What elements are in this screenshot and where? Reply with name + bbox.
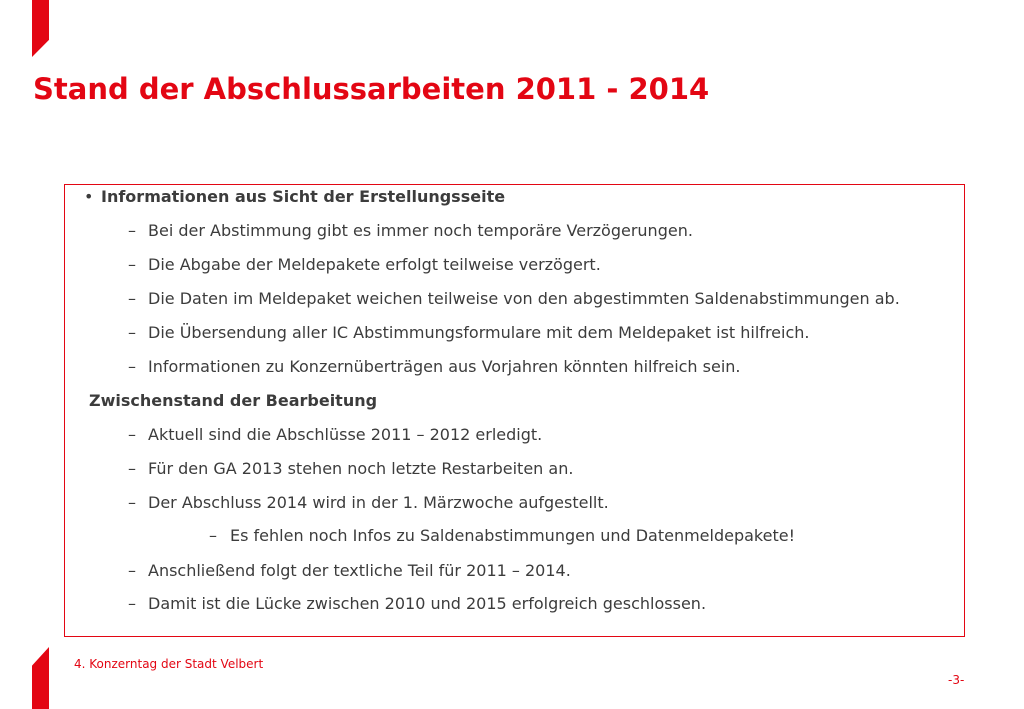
dash-icon: – [128, 255, 136, 274]
list-item: Damit ist die Lücke zwischen 2010 und 2015 erfolgreich geschlossen. [148, 594, 707, 613]
section-heading-zwischenstand: Zwischenstand der Bearbeitung [89, 391, 378, 410]
list-item: Aktuell sind die Abschlüsse 2011 – 2012 erledigt. [148, 425, 543, 444]
dash-icon: – [128, 594, 136, 613]
dash-icon: – [128, 221, 136, 240]
footer-event-name: 4. Konzerntag der Stadt Velbert [74, 657, 264, 671]
dash-icon: – [128, 493, 136, 512]
accent-bar-top [32, 0, 49, 57]
dash-icon: – [209, 526, 217, 545]
list-item: Die Übersendung aller IC Abstimmungsformulare mit dem Meldepaket ist hilfreich. [148, 323, 810, 342]
dash-icon: – [128, 561, 136, 580]
dash-icon: – [128, 425, 136, 444]
section-heading-informationen: Informationen aus Sicht der Erstellungsseite [101, 187, 506, 206]
list-item: Die Abgabe der Meldepakete erfolgt teilweise verzögert. [148, 255, 601, 274]
dash-icon: – [128, 289, 136, 308]
list-item: Die Daten im Meldepaket weichen teilweise von den abgestimmten Saldenabstimmungen ab. [148, 289, 900, 308]
list-item: Bei der Abstimmung gibt es immer noch temporäre Verzögerungen. [148, 221, 693, 240]
dash-icon: – [128, 459, 136, 478]
slide-title: Stand der Abschlussarbeiten 2011 - 2014 [33, 72, 710, 106]
list-item: Anschließend folgt der textliche Teil für 2011 – 2014. [148, 561, 571, 580]
dash-icon: – [128, 323, 136, 342]
list-item: Der Abschluss 2014 wird in der 1. Märzwoche aufgestellt. [148, 493, 609, 512]
dash-icon: – [128, 357, 136, 376]
sub-list-item: Es fehlen noch Infos zu Saldenabstimmungen und Datenmeldepakete! [230, 526, 795, 545]
list-item: Für den GA 2013 stehen noch letzte Restarbeiten an. [148, 459, 574, 478]
page-number: -3- [948, 673, 965, 687]
accent-bar-bottom [32, 647, 49, 709]
list-item: Informationen zu Konzernüberträgen aus Vorjahren könnten hilfreich sein. [148, 357, 741, 376]
bullet-icon: • [84, 187, 94, 206]
